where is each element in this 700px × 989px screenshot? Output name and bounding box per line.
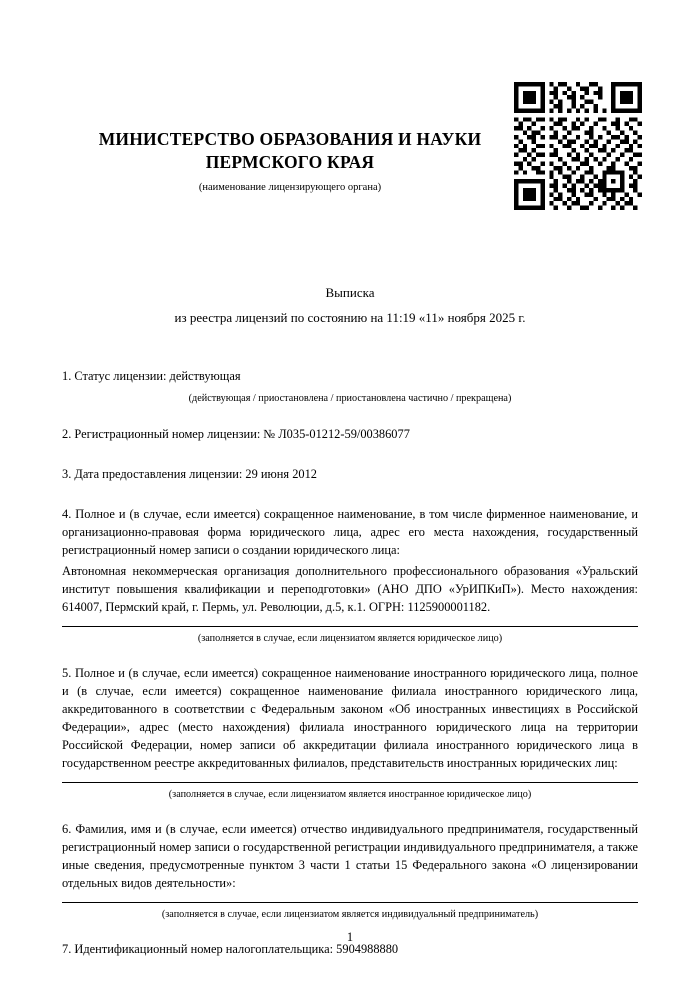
issuing-authority-note: (наименование лицензирующего органа): [198, 182, 382, 194]
section-individual-entrepreneur: 6. Фамилия, имя и (в случае, если имеется) отчество индивидуального предпринимателя, государственный регистрационный номер записи о государственной регистрации индивидуального предпринимателя, а также иные сведения, предусмотренные пунктом 3 части 1 статьи 15 Федерального закона «О лицензировании отдельных видов деятельности»:: [62, 821, 638, 890]
section-status: 1. Статус лицензии: действующая: [62, 369, 241, 384]
section-grant-date: 3. Дата предоставления лицензии: 29 июня 2012: [62, 467, 318, 482]
issuing-authority-title: МИНИСТЕРСТВО ОБРАЗОВАНИЯ И НАУКИ ПЕРМСКОГО КРАЯ: [98, 129, 482, 173]
divider-foreign-entity: [62, 782, 638, 783]
section-foreign-entity-note: (заполняется в случае, если лицензиатом является иностранное юридическое лицо): [168, 788, 532, 800]
section-individual-entrepreneur-note: (заполняется в случае, если лицензиатом является индивидуальный предприниматель): [161, 908, 539, 920]
section-legal-entity-body: Автономная некоммерческая организация дополнительного профессионального образования «Уральский институт повышения квалификации и переподготовки» (АНО ДПО «УрИПКиП»). Место нахождения: 614007, Пермский край, г. Пермь, ул. Революции, д.5, к.1. ОГРН: 1125900001182.: [62, 564, 638, 615]
section-foreign-entity: 5. Полное и (в случае, если имеется) сокращенное наименование иностранного юридического лица, полное и (в случае, если имеется) сокращенное наименование филиала иностранного юридического лица, аккредитованного в соответствии с Федеральным законом «Об иностранных инвестициях в Российской Федерации», адрес (место нахождения) филиала иностранного юридического лица на территории Российской Федерации, номер записи об аккредитации филиала иностранного юридического лица в государственном реестре аккредитованных филиалов, представительств иностранных юридических лиц:: [62, 666, 638, 770]
section-registration-number: 2. Регистрационный номер лицензии: № Л035-01212-59/00386077: [62, 427, 410, 442]
qr-code-icon: [514, 82, 642, 210]
document-subtitle: из реестра лицензий по состоянию на 11:19 «11» ноября 2025 г.: [174, 310, 526, 326]
section-status-note: (действующая / приостановлена / приостановлена частично / прекращена): [188, 393, 512, 405]
document-title: Выписка: [325, 285, 375, 301]
page-number: 1: [346, 930, 354, 944]
section-legal-entity-note: (заполняется в случае, если лицензиатом является юридическое лицо): [197, 633, 503, 645]
divider-individual-entrepreneur: [62, 902, 638, 903]
section-taxpayer-number: 7. Идентификационный номер налогоплательщика: 5904988880: [62, 941, 399, 956]
divider-legal-entity: [62, 626, 638, 627]
section-legal-entity: 4. Полное и (в случае, если имеется) сокращенное наименование, в том числе фирменное наименование, и организационно-правовая форма юридического лица, адрес его места нахождения, государственный регистрационный номер записи о создании юридического лица:: [62, 507, 638, 558]
